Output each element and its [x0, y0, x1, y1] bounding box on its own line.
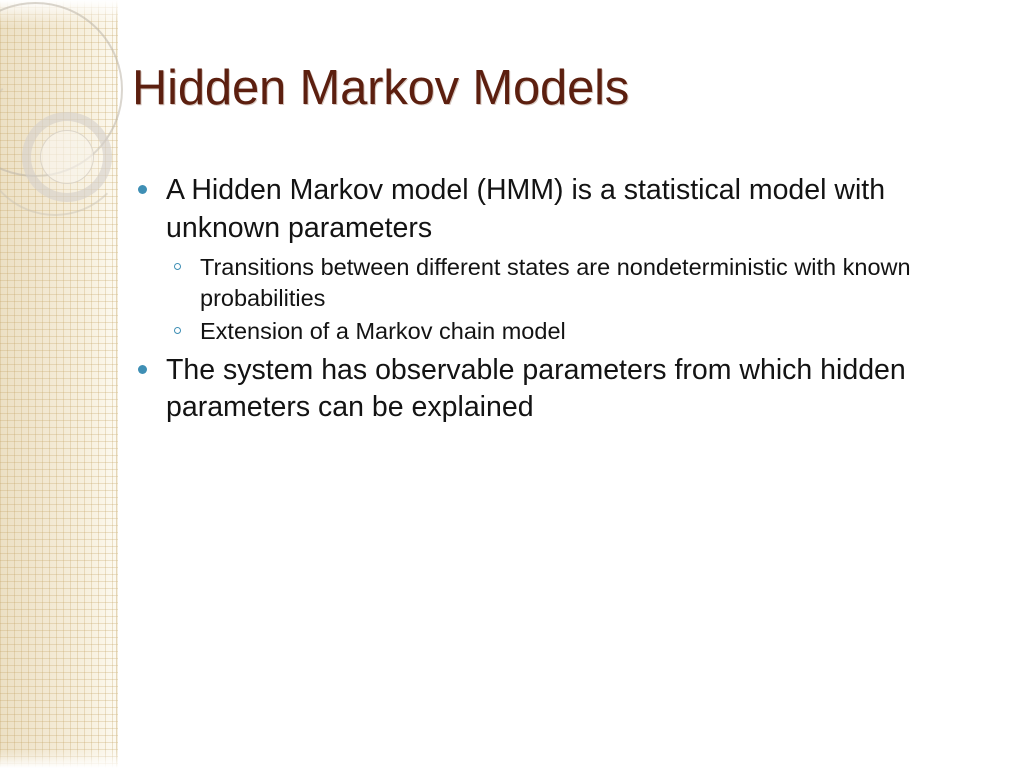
list-item: [166, 252, 962, 315]
sub-bullet-text: Extension of a Markov chain model: [200, 318, 566, 345]
list-item: [132, 352, 962, 428]
slide-body: [132, 172, 962, 429]
bullet-point-icon: [138, 365, 147, 374]
bullet-point-icon: [138, 185, 147, 194]
sub-bullet-point-icon: [174, 263, 181, 270]
bullet-list-level2: [166, 252, 962, 348]
bullet-text: A Hidden Markov model (HMM) is a statistical model with unknown parameters: [166, 174, 886, 244]
list-item: [132, 172, 962, 348]
bullet-text: The system has observable parameters from which hidden parameters can be explained: [166, 353, 906, 424]
sub-bullet-text: Transitions between different states are nondeterministic with known probabilities: [200, 253, 911, 312]
sub-bullet-point-icon: [174, 327, 181, 334]
sidebar-bottom-fade: [0, 748, 118, 768]
decorative-circle-inner-icon: [40, 130, 94, 184]
slide-title: Hidden Markov Models: [132, 61, 630, 115]
list-item: [166, 316, 962, 347]
bullet-list-level1: [132, 172, 962, 427]
